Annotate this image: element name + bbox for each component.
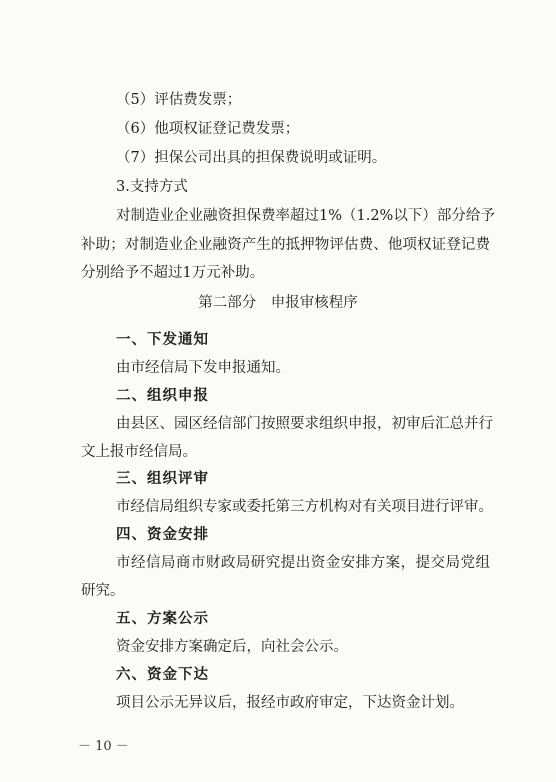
section-text: 项目公示无异议后，报经市政府审定，下达资金计划。: [116, 695, 464, 711]
support-paragraph-line-2: 补助；对制造业企业融资产生的抵押物评估费、他项权证登记费: [81, 237, 490, 253]
section-text: 资金安排方案确定后，向社会公示。: [116, 639, 348, 655]
section-heading: 一、下发通知: [116, 331, 209, 348]
section-heading: 二、组织申报: [116, 387, 209, 404]
section-text: 市经信局组织专家或委托第三方机构对有关项目进行评审。: [116, 499, 493, 515]
section-heading: 六、资金下达: [116, 666, 209, 683]
list-item-6: （6）他项权证登记费发票；: [116, 121, 300, 137]
section-heading: 五、方案公示: [116, 610, 209, 627]
page-number: － 10 －: [78, 739, 129, 754]
section-text: 研究。: [81, 583, 125, 599]
section-text: 文上报市经信局。: [81, 444, 197, 460]
section-text: 市经信局商市财政局研究提出资金安排方案，提交局党组: [116, 555, 490, 571]
section-text: 由县区、园区经信部门按照要求组织申报，初审后汇总并行: [116, 416, 493, 432]
list-item-7: （7）担保公司出具的担保费说明或证明。: [116, 150, 387, 166]
list-item-5: （5）评估费发票；: [116, 92, 242, 108]
support-heading: 3.支持方式: [116, 179, 188, 195]
part-title: 第二部分 申报审核程序: [198, 295, 358, 311]
section-heading: 四、资金安排: [116, 526, 209, 543]
bleed-through-text: [300, 112, 304, 125]
section-text: 由市经信局下发申报通知。: [116, 360, 290, 376]
support-paragraph-line-3: 分别给予不超过1万元补助。: [81, 265, 265, 281]
section-heading: 三、组织评审: [116, 470, 209, 487]
support-paragraph-line-1: 对制造业企业融资担保费率超过1%（1.2%以下）部分给予: [116, 208, 495, 224]
